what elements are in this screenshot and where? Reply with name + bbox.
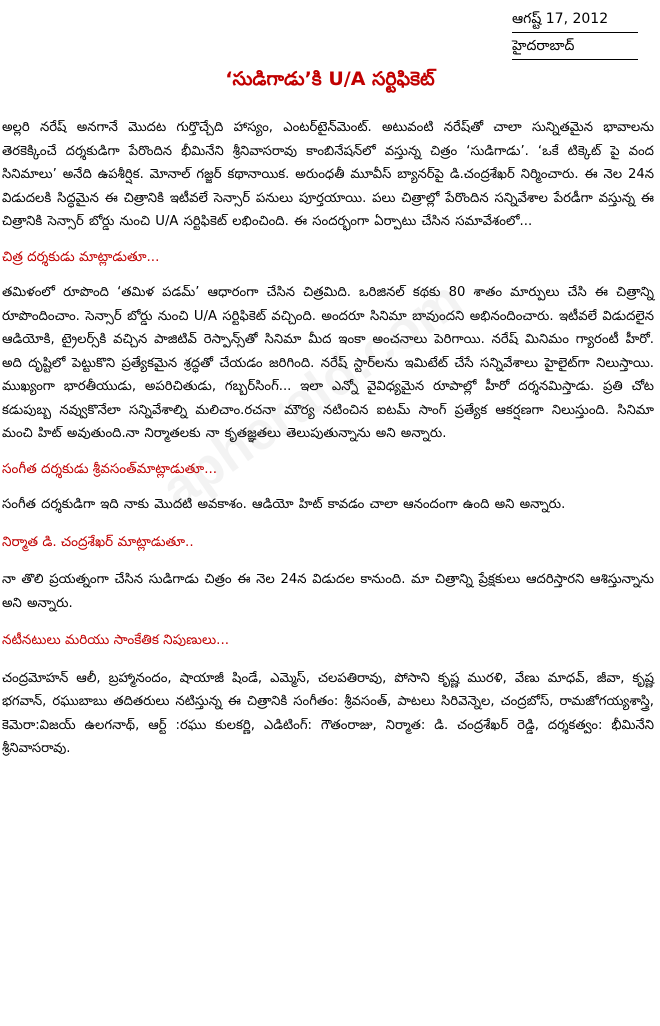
producer-paragraph: నా తొలి ప్రయత్నంగా చేసిన సుడిగాడు చిత్రం ఈ నెల 24న విడుదల కానుంది. మా చిత్రాన్ని ప్రేక్షకులు ఆదరిస్తారని ఆశిస్తున్నాను అని అన్నారు. (2, 572, 654, 611)
music-director-heading: సంగీత దర్శకుడు శ్రీవసంత్‌మాట్లాడుతూ... (2, 460, 218, 477)
producer-heading: నిర్మాత డి. చంద్రశేఖర్ మాట్లాడుతూ.. (2, 533, 194, 550)
cast-crew-paragraph: చంద్రమోహన్ ఆలీ, బ్రహ్మానందం, షాయాజీ షిండే, ఎమ్మెస్, చలపతిరావు, పోసాని కృష్ణ మురళి, వేణు మాధవ్, జీవా, కృష్ణ భగవాన్, రఘుబాబు తదితరులు నటిస్తున్న ఈ చిత్రానికి సంగీతం: శ్రీవసంత్, పాటలు సిరివెన్నెల, చంద్రబోస్, రామజోగయ్యశాస్త్రి, కెమెరా:విజయ్ ఉలగనాథ్, ఆర్ట్ :రఘు కులకర్ణి, ఎడిటింగ్: గౌతంరాజు, నిర్మాత: డి. చంద్రశేఖర్ రెడ్డి, దర్శకత్వం: భీమినేని శ్రీనివాసరావు. (2, 670, 654, 756)
cast-crew-heading: నటీనటులు మరియు సాంకేతిక నిపుణులు... (2, 632, 230, 648)
director-heading: చిత్ర దర్శకుడు మాట్లాడుతూ... (2, 248, 160, 265)
article-location: హైదరాబాద్ (512, 38, 575, 54)
director-paragraph: తమిళంలో రూపొంది ‘తమిళ పడమ్’ ఆధారంగా చేసిన చిత్రమిది. ఒరిజినల్ కథకు 80 శాతం మార్పులు చేసి ఈ చిత్రాన్ని రూపొందించాం. సెన్సార్ బోర్డు నుంచి U/A సర్టిఫికెట్ వచ్చింది. అందరూ సినిమా బావుందని అభినందించారు. ఇటీవలే విడుదలైన ఆడియోకి, ట్రైలర్స్‌కి వచ్చిన పాజిటివ్ రెస్పాన్స్‌తో సినిమా మీద ఇంకా అంచనాలు పెరిగాయి. నరేష్ మినిమం గ్యారంటీ హీరో. అది దృష్టిలో పెట్టుకొని ప్రత్యేకమైన శ్రద్ధతో చేయడం జరిగింది. నరేష్ స్టార్‌లను ఇమిటేట్ చేసే సన్నివేశాలు హైలైట్‌గా నిలుస్తాయి. ముఖ్యంగా భారతీయుడు, అపరిచితుడు, గబ్బర్‌సింగ్... ఇలా ఎన్నో వైవిధ్యమైన రూపాల్లో హీరో దర్శనమిస్తాడు. ప్రతి చోట కడుపుబ్బ నవ్వుకొనేలా సన్నివేశాల్ని మలిచాం.రచనా మౌర్య నటించిన ఐటమ్ సాంగ్ ప్రత్యేక ఆకర్షణగా నిలుస్తుంది. సినిమా మంచి హిట్ అవుతుంది.నా నిర్మాతలకు నా కృతజ్ఞతలు తెలుపుతున్నాను అని అన్నారు. (2, 285, 654, 441)
music-director-paragraph: సంగీత దర్శకుడిగా ఇది నాకు మొదటి అవకాశం. ఆడియో హిట్ కావడం చాలా ఆనందంగా ఉంది అని అన్నారు. (2, 497, 566, 512)
article-body (2, 116, 654, 761)
intro-paragraph: అల్లరి నరేష్ అనగానే మొదట గుర్తొచ్చేది హాస్యం, ఎంటర్‌టైన్‌మెంట్. అటువంటి నరేష్‌తో చాలా సున్నితమైన భావాలను తెరకెక్కించే దర్శకుడిగా పేరొందిన భీమినేని శ్రీనివాసరావు కాంబినేషన్‌లో వస్తున్న చిత్రం ‘సుడిగాడు’. ‘ఒకే టిక్కెట్ పై వంద సినిమాలు’ అనేది ఉపశీర్షిక. మోనాల్ గజ్జర్ కథానాయిక. అరుంధతీ మూవీస్ బ్యానర్‌పై డి.చంద్రశేఖర్ నిర్మించారు. ఈ నెల 24న విడుదలకి సిద్ధమైన ఈ చిత్రానికి ఇటీవలే సెన్సార్ పనులు పూర్తయాయి. పలు చిత్రాల్లో పేరొందిన సన్నివేశాల పేరడీగా వస్తున్న ఈ చిత్రానికి సెన్సార్ బోర్డు నుంచి U/A సర్టిఫికెట్ లభించింది. ఈ సందర్భంగా ఏర్పాటు చేసిన సమావేశంలో... (2, 120, 654, 229)
meta-divider (512, 59, 638, 60)
article-title: ‘సుడిగాడు’కి U/A సర్టిఫికెట్ (225, 68, 435, 90)
article-meta (512, 6, 642, 60)
article-date: ఆగష్ట్ 17, 2012 (512, 11, 609, 27)
